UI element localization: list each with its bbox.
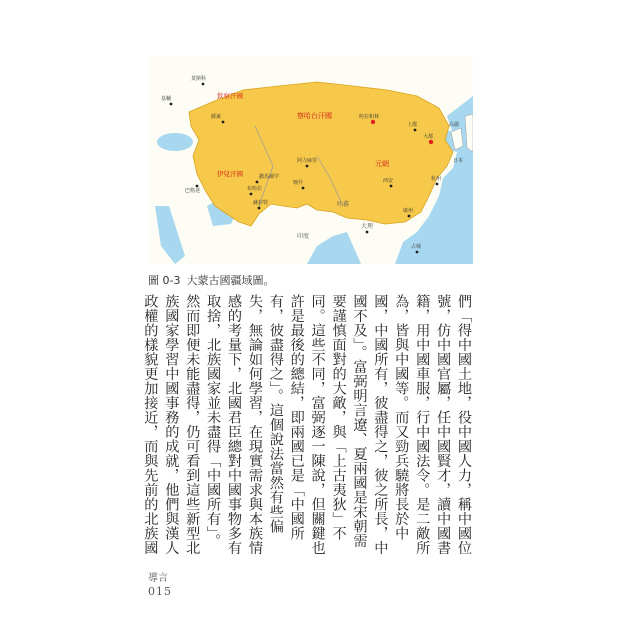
label-guangzhou: 廣州 xyxy=(403,208,414,214)
city-marker xyxy=(416,251,419,254)
label-xian: 西安 xyxy=(383,178,394,184)
city-marker xyxy=(258,207,261,210)
label-dadu: 大都 xyxy=(423,134,434,140)
label-japan: 日本 xyxy=(453,158,464,164)
city-marker xyxy=(196,185,199,188)
label-tibet: 吐蕃 xyxy=(337,201,350,208)
label-kashgar: 喀什 xyxy=(293,180,304,186)
label-shangdu: 上都 xyxy=(407,122,418,128)
map-svg xyxy=(147,56,473,264)
city-marker xyxy=(366,231,369,234)
body-paragraph: 們「得中國土地，役中國人力，稱中國位號，仿中國官屬，任中國賢才，讀中國書籍，用中國車服，行中國法令。是二敵所為，皆與中國等。而又勁兵驍將長於中國，中國所有，彼盡得之，彼之所長，中國不及」。富弼明言遼、夏兩國是宋朝需要謹慎面對的大敵，與「上古夷狄」不同。這些不同，富弼逐一陳說，但關鍵也許是最後的總結，即兩國已是「中國所有，彼盡得之」。這個說法當然有些偏失，無論如何學習，在現實需求與本族情感的考量下，北國君臣總對中國事物多有取捨，北族國家並未盡得「中國所有」。然而即便未能盡得，仍可看到這些新型北族國家學習中國事務的成就，他們與漢人政權的樣貌更加接近，而與先前的北族國 xyxy=(142,294,472,555)
label-hangzhou: 杭州 xyxy=(431,176,442,182)
label-dali: 大理 xyxy=(361,223,374,230)
label-herat: 赫拉特 xyxy=(253,200,269,206)
capital-marker xyxy=(429,140,433,144)
city-marker xyxy=(256,181,259,184)
empire-map xyxy=(147,56,473,264)
city-marker xyxy=(306,165,309,168)
figure-caption xyxy=(148,272,274,288)
label-kiev: 基輔 xyxy=(161,96,172,102)
label-bukhara: 布哈拉 xyxy=(247,186,263,192)
label-karakorum: 哈拉和林 xyxy=(359,114,380,120)
running-head: 導言 xyxy=(148,573,168,584)
label-samarkand: 撒馬爾罕 xyxy=(259,174,280,180)
city-marker xyxy=(222,121,225,124)
label-champa: 占城 xyxy=(411,244,422,250)
city-marker xyxy=(414,129,417,132)
city-marker xyxy=(170,103,173,106)
label-ilkhan: 伊兒汗國 xyxy=(217,170,243,178)
label-sarai: 薩萊 xyxy=(211,114,222,120)
city-marker xyxy=(202,83,205,86)
black-sea xyxy=(157,133,193,151)
figure-number: 圖 0-3 xyxy=(148,274,181,287)
body-text xyxy=(126,294,474,559)
city-marker xyxy=(250,193,253,196)
city-marker xyxy=(408,215,411,218)
city-marker xyxy=(302,187,305,190)
capital-marker xyxy=(371,120,375,124)
city-marker xyxy=(436,183,439,186)
label-india: 印度 xyxy=(297,233,310,240)
label-moscow: 莫斯科 xyxy=(191,76,207,82)
label-chagatai: 察哈台汗國 xyxy=(297,112,332,120)
label-baghdad: 巴格達 xyxy=(185,188,201,194)
label-yuan: 元朝 xyxy=(375,160,389,168)
figure-caption-text: 大蒙古國疆域圖。 xyxy=(186,274,275,287)
label-kipchak: 欽察汗國 xyxy=(217,92,243,100)
label-korea: 高麗 xyxy=(449,122,460,128)
label-almaliq: 阿力麻里 xyxy=(297,158,318,164)
page-number: 015 xyxy=(148,585,172,598)
city-marker xyxy=(390,185,393,188)
mongol-empire-territory xyxy=(189,82,453,226)
